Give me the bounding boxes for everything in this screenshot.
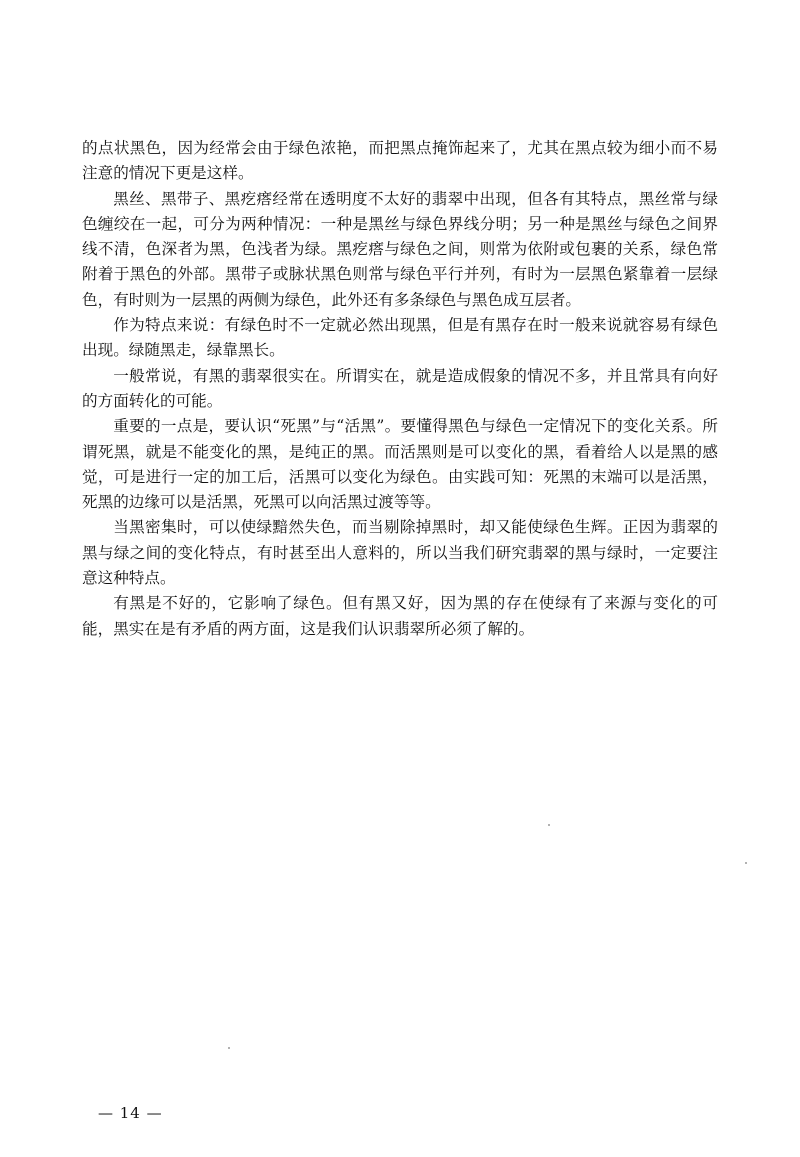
page-number: — 14 — (98, 1104, 163, 1122)
paragraph-5: 重要的一点是，要认识“死黑”与“活黑”。要懂得黑色与绿色一定情况下的变化关系。所谓死黑，就是不能变化的黑，是纯正的黑。而活黑则是可以变化的黑，看着给人以是黑的感觉，可是进行一定的加工后，活黑可以变化为绿色。由实践可知：死黑的末端可以是活黑，死黑的边缘可以是活黑，死黑可以向活黑过渡等等。 (82, 417, 718, 512)
body-text (82, 136, 718, 642)
paragraph-1: 的点状黑色，因为经常会由于绿色浓艳，而把黑点掩饰起来了，尤其在黑点较为细小而不易注意的情况下更是这样。 (82, 139, 718, 183)
scan-speck (228, 1047, 230, 1049)
scan-speck (548, 824, 550, 826)
paragraph-4: 一般常说，有黑的翡翠很实在。所谓实在，就是造成假象的情况不多，并且常具有向好的方面转化的可能。 (82, 366, 718, 410)
paragraph-2: 黑丝、黑带子、黑疙瘩经常在透明度不太好的翡翠中出现，但各有其特点，黑丝常与绿色缠绞在一起，可分为两种情况：一种是黑丝与绿色界线分明；另一种是黑丝与绿色之间界线不清，色深者为黑，色浅者为绿。黑疙瘩与绿色之间，则常为依附或包裹的关系，绿色常附着于黑色的外部。黑带子或脉状黑色则常与绿色平行并列，有时为一层黑色紧靠着一层绿色，有时则为一层黑的两侧为绿色，此外还有多条绿色与黑色成互层者。 (82, 189, 718, 309)
paragraph-6: 当黑密集时，可以使绿黯然失色，而当剔除掉黑时，却又能使绿色生辉。正因为翡翠的黑与绿之间的变化特点，有时甚至出人意料的，所以当我们研究翡翠的黑与绿时，一定要注意这种特点。 (82, 518, 718, 588)
paragraph-7: 有黑是不好的，它影响了绿色。但有黑又好，因为黑的存在使绿有了来源与变化的可能，黑实在是有矛盾的两方面，这是我们认识翡翠所必须了解的。 (82, 594, 718, 638)
scan-speck (745, 862, 747, 864)
paragraph-3: 作为特点来说：有绿色时不一定就必然出现黑，但是有黑存在时一般来说就容易有绿色出现。绿随黑走，绿靠黑长。 (82, 316, 718, 360)
